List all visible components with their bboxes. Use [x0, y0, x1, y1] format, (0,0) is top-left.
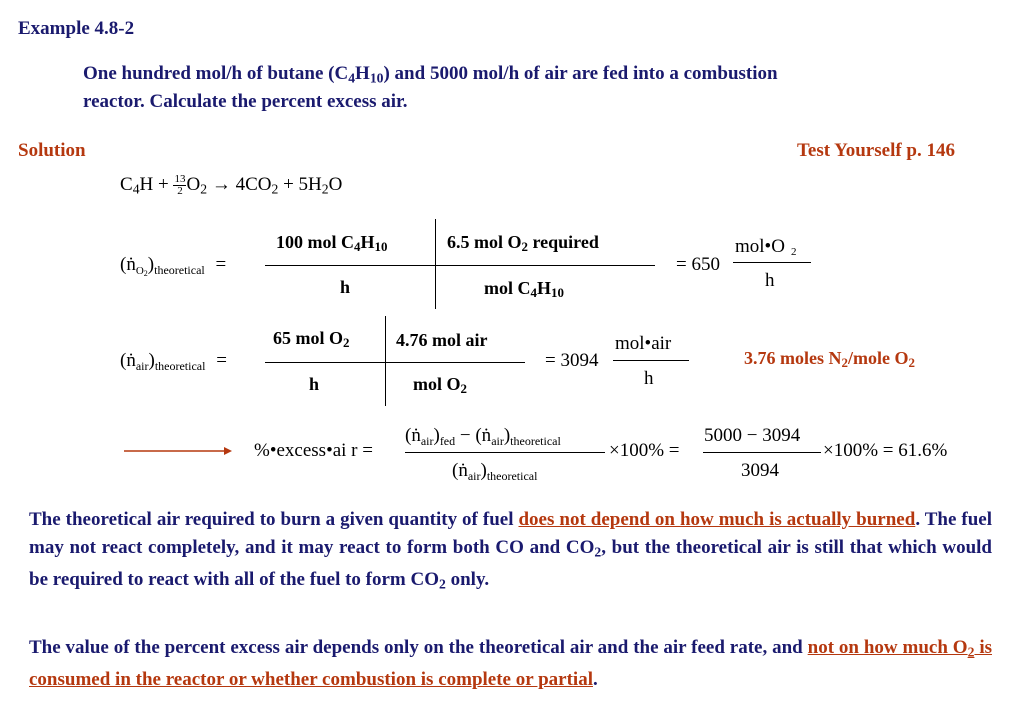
- para-sub: 2: [594, 544, 602, 560]
- eq3-fraction-line: [405, 452, 605, 453]
- para-emphasis: is consumed in the reactor or whether combustion is complete or partial: [29, 637, 992, 691]
- reaction-term: H: [139, 174, 154, 195]
- eq1-result-line: [733, 262, 811, 263]
- eq1-cell2-top: [447, 232, 599, 255]
- reaction-sub: 4: [132, 181, 140, 197]
- eq1-cell1-top: [276, 232, 387, 255]
- test-yourself-link[interactable]: Test Yourself p. 146: [797, 140, 955, 161]
- eq3-lhs: %•excess•ai r =: [254, 440, 373, 461]
- para-text: The theoretical air required to burn a given quantity of fuel: [29, 509, 519, 530]
- eq3-result: ×100% = 61.6%: [823, 440, 948, 461]
- eq3-times-100: ×100% =: [609, 440, 680, 461]
- para-text: , but the theoretical air is still that which would be required to react with all of the fuel to form CO: [29, 537, 992, 591]
- reaction-term: O: [328, 174, 343, 195]
- reaction-arrow: →: [211, 174, 231, 195]
- note-text: /mole O: [847, 348, 909, 368]
- eq2-cell2-top: 4.76 mol air: [396, 330, 488, 350]
- note-text: 3.76 moles N: [744, 348, 842, 368]
- eq1-cell2-bottom: [484, 278, 564, 301]
- para-text: only.: [445, 569, 490, 591]
- eq2-result-equals: = 3094: [545, 350, 599, 371]
- example-title: Example 4.8-2: [18, 18, 135, 39]
- eq3-n: (ṅ: [452, 460, 468, 481]
- reaction-term: O: [186, 174, 201, 195]
- eq1-cell1-bottom: h: [340, 277, 351, 297]
- problem-sub: 4: [348, 70, 356, 86]
- eq3-sub: air: [420, 434, 434, 448]
- eq1-sub: 4: [354, 239, 361, 255]
- eq3-sub: theoretical: [486, 469, 538, 483]
- eq2-divider: [385, 316, 386, 406]
- nitrogen-ratio-note: [744, 348, 915, 371]
- right-arrow-icon: [124, 445, 234, 457]
- eq3-sub: theoretical: [510, 434, 561, 448]
- reaction-equation: [120, 174, 342, 197]
- eq2-sub: theoretical: [154, 359, 206, 373]
- eq2-text: mol O: [413, 374, 461, 394]
- eq1-sub: O: [135, 265, 144, 277]
- eq3-minus: − (ṅ: [459, 425, 492, 446]
- problem-text: ) and 5000 mol/h of air are fed into a combustion: [383, 63, 778, 84]
- eq2-cell1-bottom: h: [309, 374, 320, 394]
- eq1-sub: 10: [374, 239, 388, 255]
- fraction-numerator: 13: [174, 173, 186, 186]
- eq2-equals: =: [216, 350, 227, 371]
- eq3-sub: air: [491, 434, 504, 448]
- eq2-result-line: [613, 360, 689, 361]
- problem-text: H: [355, 63, 370, 84]
- fraction-denominator: 2: [177, 185, 183, 198]
- para-sub: 2: [439, 576, 446, 592]
- eq1-close: ): [147, 254, 155, 275]
- problem-line-1: [83, 63, 778, 86]
- eq1-divider: [435, 219, 436, 309]
- eq2-cell2-bottom: [413, 374, 467, 397]
- para-sub: 2: [967, 644, 975, 660]
- eq3-frac2-denominator: 3094: [741, 460, 779, 481]
- eq2-result-denominator: h: [644, 368, 654, 389]
- eq1-text: H: [360, 232, 375, 252]
- reaction-term: 4CO: [235, 174, 272, 195]
- eq2-n: (ṅ: [120, 350, 136, 371]
- eq2-sub: 2: [343, 335, 350, 351]
- eq1-lhs: [120, 254, 226, 278]
- reaction-sub: 2: [200, 181, 208, 197]
- reaction-term: 5H: [298, 174, 322, 195]
- reaction-fraction: [173, 174, 186, 197]
- eq1-n: (ṅ: [120, 254, 136, 275]
- para-emphasis: not on how much O: [807, 637, 968, 658]
- para-text: .: [592, 669, 598, 691]
- reaction-plus: +: [158, 174, 169, 195]
- note-sub: 2: [841, 355, 848, 371]
- eq3-denominator: [452, 460, 537, 484]
- para-text: . The fuel may not react completely, and it may react to form both CO and CO: [29, 509, 992, 558]
- eq3-frac2-line: [703, 452, 821, 453]
- para-text: The value of the percent excess air depends only on the theoretical air and the air feed rate, and: [29, 637, 808, 658]
- eq2-fraction-line: [265, 362, 525, 363]
- para-emphasis: does not depend on how much is actually burned: [518, 509, 916, 530]
- eq1-sub: 2: [521, 239, 528, 255]
- eq2-lhs: [120, 350, 227, 374]
- eq1-text: mol C: [484, 278, 531, 298]
- eq2-result-numerator: mol•air: [615, 333, 672, 354]
- eq1-equals: =: [215, 254, 227, 275]
- eq1-result-numerator: [735, 236, 796, 258]
- reaction-term: C: [120, 174, 133, 195]
- paragraph-theoretical-air: [29, 506, 992, 599]
- eq3-frac2-numerator: 5000 − 3094: [704, 425, 801, 446]
- eq2-text: 65 mol O: [273, 328, 343, 348]
- eq1-text: required: [527, 232, 599, 252]
- eq1-sub: 2: [143, 269, 148, 278]
- eq1-sub: 2: [790, 246, 797, 258]
- problem-line-2: reactor. Calculate the percent excess air.: [83, 91, 408, 112]
- eq3-close: ): [433, 425, 440, 446]
- eq1-text: 100 mol C: [276, 232, 354, 252]
- eq3-sub: fed: [439, 434, 456, 448]
- eq1-text: 6.5 mol O: [447, 232, 522, 252]
- eq1-sub: 10: [551, 285, 564, 301]
- eq3-close: ): [480, 460, 487, 481]
- eq3-numerator: [405, 425, 561, 449]
- eq3-close: ): [503, 425, 511, 446]
- eq1-text: mol•O: [735, 236, 785, 257]
- eq2-cell1-top: [273, 328, 349, 351]
- reaction-sub: 2: [321, 181, 329, 197]
- paragraph-excess-air: [29, 634, 992, 694]
- eq1-fraction-line: [265, 265, 655, 266]
- eq2-close: ): [148, 350, 155, 371]
- eq1-sub: theoretical: [154, 263, 205, 277]
- eq1-sub: 4: [530, 285, 537, 301]
- eq1-text: H: [536, 278, 551, 298]
- problem-sub: 10: [369, 70, 384, 86]
- eq2-sub: air: [135, 359, 149, 373]
- problem-text: One hundred mol/h of butane (C: [83, 63, 349, 84]
- solution-label: Solution: [18, 140, 86, 161]
- note-sub: 2: [908, 355, 915, 371]
- reaction-sub: 2: [271, 181, 279, 197]
- eq3-sub: air: [467, 469, 481, 483]
- eq2-sub: 2: [460, 381, 467, 397]
- reaction-plus: +: [283, 174, 294, 195]
- eq1-result-equals: = 650: [676, 254, 720, 275]
- eq3-n: (ṅ: [405, 425, 421, 446]
- eq1-result-denominator: h: [765, 270, 775, 291]
